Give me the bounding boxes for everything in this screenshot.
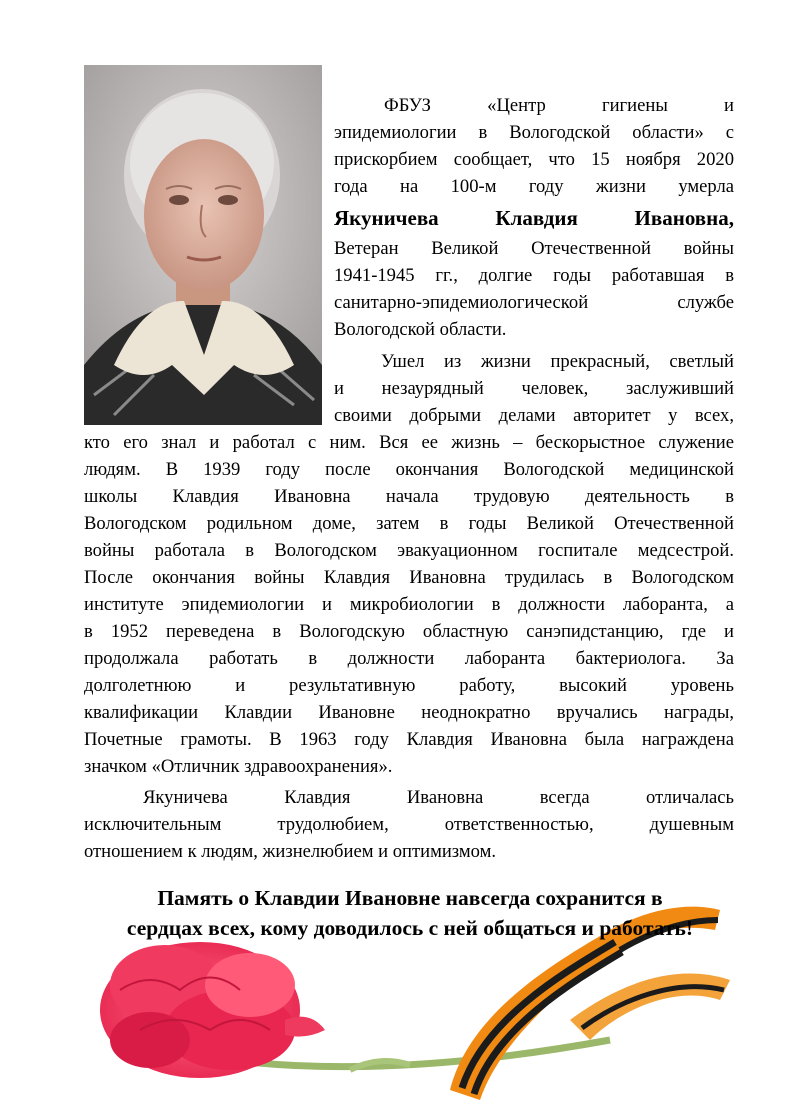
notice-line-9: Вологодской области.	[334, 319, 507, 340]
bio-line-2: и незаурядный человек, заслуживший	[334, 378, 734, 399]
bio-line-6: школы Клавдия Ивановна начала трудовую деятельность в	[84, 486, 734, 507]
bio-line-5: людям. В 1939 году после окончания Вологодской медицинской	[84, 459, 734, 480]
closing-line-1: Память о Клавдии Ивановне навсегда сохранится в	[157, 886, 663, 910]
character-line-1: Якуничева Клавдия Ивановна всегда отличалась	[143, 787, 734, 808]
bio-line-12: продолжала работать в должности лаборанта бактериолога. За	[84, 648, 734, 669]
portrait-photo	[84, 65, 322, 425]
bio-line-13: долголетнюю и результативную работу, высокий уровень	[84, 675, 734, 696]
notice-line-3: прискорбием сообщает, что 15 ноября 2020	[334, 149, 734, 170]
character-line-3: отношением к людям, жизнелюбием и оптимизмом.	[84, 841, 496, 862]
bio-line-1: Ушел из жизни прекрасный, светлый	[381, 351, 734, 372]
bio-line-16: значком «Отличник здравоохранения».	[84, 756, 393, 777]
notice-line-2: эпидемиологии в Вологодской области» с	[334, 122, 734, 143]
bio-line-3: своими добрыми делами авторитет у всех,	[334, 405, 734, 426]
portrait-image	[84, 65, 322, 425]
notice-line-4: года на 100-м году жизни умерла	[334, 176, 734, 197]
bio-line-9: После окончания войны Клавдия Ивановна трудилась в Вологодском	[84, 567, 734, 588]
notice-line-1: ФБУЗ «Центр гигиены и	[384, 95, 734, 116]
carnation-flower-icon	[100, 942, 325, 1078]
bio-line-8: войны работала в Вологодском эвакуационном госпитале медсестрой.	[84, 540, 734, 561]
closing-line-2: сердцах всех, кому доводилось с ней общаться и работать!	[126, 916, 694, 940]
notice-line-8: санитарно-эпидемиологической службе	[334, 292, 734, 313]
bio-line-7: Вологодском родильном доме, затем в годы Великой Отечественной	[84, 513, 734, 534]
notice-line-6: Ветеран Великой Отечественной войны	[334, 238, 734, 259]
bio-line-14: квалификации Клавдии Ивановне неоднократно вручались награды,	[84, 702, 734, 723]
bio-line-15: Почетные грамоты. В 1963 году Клавдия Ивановна была награждена	[84, 729, 734, 750]
notice-line-7: 1941-1945 гг., долгие годы работавшая в	[334, 265, 734, 286]
character-line-2: исключительным трудолюбием, ответственностью, душевным	[84, 814, 734, 835]
bio-line-10: институте эпидемиологии и микробиологии в должности лаборанта, а	[84, 594, 734, 615]
bio-line-11: в 1952 переведена в Вологодскую областную санэпидстанцию, где и	[84, 621, 734, 642]
bio-line-4: кто его знал и работал с ним. Вся ее жизнь – бескорыстное служение	[84, 432, 734, 453]
deceased-name: Якуничева Клавдия Ивановна,	[334, 206, 734, 230]
